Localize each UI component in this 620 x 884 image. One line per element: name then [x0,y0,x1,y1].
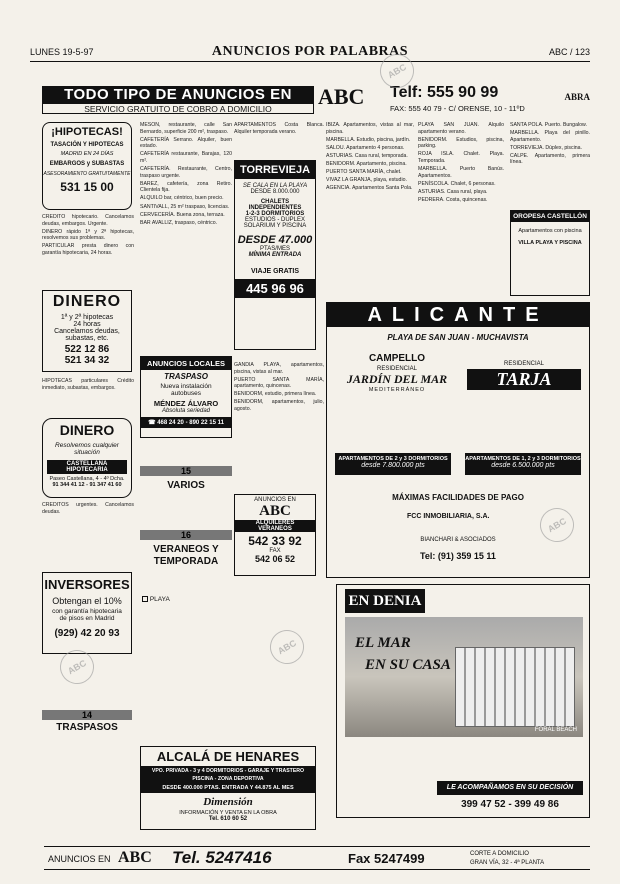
abc-logo: ABC [318,84,365,109]
stamp-text: ABC [546,515,568,535]
banner-abc-telf [318,84,590,114]
classified-item: CRÉDITOS urgentes. Cancelamos deudas. [42,502,134,515]
footer-line3: GRAN VÍA, 32 - 4ª PLANTA [470,860,545,866]
abra-logo: ABRA [564,92,590,102]
footer-logo: ABC [118,849,152,866]
classified-item: SALOU. Apartamento 4 personas. [326,144,405,151]
locales-line2: TRASPASO [164,372,208,381]
torrevieja-line2: DESDE 8.000.000 [250,189,300,195]
torrevieja-line7: PTAS/MES [260,246,290,252]
alcala-line2: PISCINA - ZONA DEPORTIVA [141,776,315,783]
abc-alquileres-ad [234,494,316,576]
banner-subtitle: SERVICIO GRATUITO DE COBRO A DOMICILIO [42,103,314,114]
section-varios: VARIOS [167,480,205,491]
section-number-14: 14 [42,710,132,720]
dinero2-brand: CASTELLANA HIPOTECARIA [47,460,127,474]
classified-item: PENÍSCOLA. Chalet, 6 personas. [418,180,496,187]
apt1-box [335,453,451,475]
col3-text-a [234,122,324,158]
stamp-text: ABC [276,637,298,657]
section-number-15: 15 [140,466,232,476]
col4-text [326,122,414,298]
torrevieja-line6: SOLARIUM Y PISCINA [243,223,307,229]
abc-stamp [264,624,310,670]
torrevieja-phone: 445 96 96 [235,279,315,298]
inversores-line3: de pisos en Madrid [59,615,115,622]
apt2-price: desde 6.500.000 pts [491,462,555,469]
res1-sub: MEDITERRÁNEO [368,387,426,393]
building-image [455,647,575,727]
classified-item: PUERTO SANTA MARÍA, chalet. [326,169,402,176]
playa-checkbox-label [142,596,170,603]
classified-item: CAFETERÍA. Restaurante, Centro, traspaso urgente. [140,166,232,179]
classified-item: ASTURIAS. Casa rural, temporada. [326,152,408,159]
dinero2-phone: 91 344 41 12 - 91 347 41 60 [52,482,122,488]
classified-item: BENIDORM, apartamentos, julio, agosto. [234,399,324,413]
apt2-label: APARTAMENTOS DE 1, 2 y 3 DORMITORIOS [465,456,581,462]
dinero2-title: DINERO [59,422,115,438]
denia-phone: 399 47 52 - 399 49 86 [461,799,559,810]
classified-item: SANTIVALL, 25 m² traspaso, licencias. [140,203,230,210]
page-number: ABC / 123 [548,47,590,57]
denia-line2: EN SU CASA [365,657,451,673]
locales-line4: autobuses [171,390,201,397]
denia-photo [345,617,583,737]
col1-text-a [42,214,134,284]
foral-beach: FORAL BEACH [534,727,577,733]
alicante-title: ALICANTE [327,303,589,327]
classified-item: BENIDORM, estudio, primera línea. [234,391,317,398]
torrevieja-line3: CHALETS INDEPENDIENTES [248,199,302,211]
section-title: ANUNCIOS POR PALABRAS [211,44,409,59]
castellon-title: OROPESA CASTELLÓN [511,211,589,222]
stamp-text: ABC [66,657,88,677]
apt2-box [465,453,581,475]
classified-item: MARBELLA. Puerto Banús. Apartamentos. [418,166,504,179]
alicante-phone: Tel: (91) 359 15 11 [420,551,496,561]
dinero-title: DINERO [52,293,122,310]
torrevieja-price: DESDE 47.000 [237,234,313,246]
dinero-phone2: 521 34 32 [64,355,110,366]
classified-item: PUERTO SANTA MARÍA, apartamento, quincenas. [234,376,324,390]
classified-item: MARBELLA. Estudio, piscina, jardín. [326,136,411,143]
alcala-line4: INFORMACIÓN Y VENTA EN LA OBRA [179,810,277,816]
alcala-ad [140,746,316,830]
footer-line2: CORTE A DOMICILIO [470,851,529,857]
alquileres-line2: ALQUILERES [235,520,315,526]
footer-tel: Tel. 5247416 [172,848,272,867]
classified-item: VIVAZ LA GRANJA, playa, estudio. [326,177,407,184]
dinero2-line1: Resolvemos cualquier [55,442,119,449]
stamp-text: ABC [386,61,408,81]
denia-ad [336,584,590,818]
anuncios-locales-ad [140,356,232,438]
section-number-16: 16 [140,530,232,540]
classified-item: PARTICULAR presta dinero con garantía hipotecaria, 24 horas. [42,243,134,256]
hipotecas-phone: 531 15 00 [60,180,114,194]
dinero-line2: 24 horas [73,321,101,328]
alicante-sub: PLAYA DE SAN JUAN - MUCHAVISTA [387,333,529,342]
page-header [30,46,590,62]
classified-item: AGENCIA. Apartamentos Santa Pola. [326,185,413,192]
col5-text [418,122,504,298]
dinero-line3: Cancelamos deudas, [54,328,120,335]
dinero2-line2: situación [74,449,100,456]
classified-item: GANDÍA PLAYA, apartamentos, piscina, vistas al mar. [234,362,324,375]
apt1-price: desde 7.800.000 pts [361,462,425,469]
alcala-phone: Tel. 610 60 52 [208,816,248,822]
col6-text [510,122,590,206]
banner-fax: FAX: 555 40 79 - C/ ORENSE, 10 - 11ºD [390,104,525,113]
castellon-line1: Apartamentos con piscina [518,228,582,234]
denia-title: EN DENIA [345,589,425,613]
castellon-ad [510,210,590,296]
alcala-line3: DESDE 400.000 PTAS. ENTRADA Y 44.875 AL MES [141,783,315,793]
locales-line3: Nueva instalación [160,383,212,390]
torrevieja-line5: ESTUDIOS - DÚPLEX [244,217,305,223]
alcala-brand: Dimensión [203,796,253,808]
col3-text-b [234,362,324,492]
alicante-facilidades: MÁXIMAS FACILIDADES DE PAGO [392,493,524,502]
locales-line6: Absoluta seriedad [161,408,211,414]
res2-label: RESIDENCIAL [503,361,544,367]
footer-line1: ANUNCIOS EN [48,854,111,864]
classified-item: BAR AVALLIZ, traspaso, céntrico. [140,219,218,226]
hipotecas-line4: ASESORAMIENTO GRATUITAMENTE [43,171,131,177]
dinero-ad [42,290,132,372]
inversores-ad [42,572,132,654]
classified-item: CAFETERÍA restaurante, Barajas, 120 m². [140,151,232,164]
castellon-line2: VILLA PLAYA Y PISCINA [518,240,582,246]
inversores-line1: Obtengan el 10% [52,596,122,606]
inversores-phone: (929) 42 20 93 [54,628,120,639]
section-veraneos: VERANEOS Y TEMPORADA [153,544,219,567]
alquileres-phone1: 542 33 92 [248,534,302,548]
alquileres-logo: ABC [259,503,291,519]
res1-label: RESIDENCIAL [376,366,417,372]
classified-item: BENIDORM. Estudios, piscina, parking. [418,136,504,150]
banner-title: TODO TIPO DE ANUNCIOS EN [42,86,314,103]
classified-item: CALPE. Apartamento, primera línea. [510,152,590,166]
alcala-title: ALCALÁ DE HENARES [156,749,300,764]
torrevieja-line4: 1-2-3 DORMITORIOS [245,211,305,217]
dinero-line1: 1ª y 2ª hipotecas [60,314,114,321]
classified-item: PEDRERA. Costa, quincenas. [418,196,488,203]
classified-item: APARTAMENTOS Costa Blanca. Alquiler temporada verano. [234,122,324,135]
hipotecas-title: ¡HIPOTECAS! [51,126,123,138]
torrevieja-line1: SE CALA EN LA PLAYA [242,183,308,189]
alicante-agent: BIANCHARI & ASOCIADOS [420,537,496,543]
classified-item: MARBELLA. Playa del pinillo. Apartamento. [510,130,590,143]
classified-item: BENIDORM. Apartamento, piscina. [326,160,407,167]
footer-bar [44,846,590,870]
classified-item: CRÉDITO hipotecario. Cancelamos deudas, embargos. Urgente. [42,214,134,227]
alcala-line1: VPO. PRIVADA - 3 y 4 DORMITORIOS - GARAJE Y TRASTERO [141,766,315,776]
inversores-line2: con garantía hipotecaria [52,608,122,615]
denia-line1: EL MAR [355,635,411,651]
col1-text-b [42,378,134,414]
res1-name: JARDÍN DEL MAR [346,372,448,386]
torrevieja-line8: MÍNIMA ENTRADA [248,252,302,258]
alquileres-line4: FAX [269,548,281,554]
hipotecas-line2: MADRID EN 24 DÍAS [60,151,114,157]
inversores-title: INVERSORES [44,577,130,592]
dinero2-ad [42,418,132,498]
torrevieja-ad [234,160,316,350]
locales-line5: MÉNDEZ ÁLVARO [153,399,219,408]
section-traspasos: TRASPASOS [56,722,118,733]
denia-line3: LE ACOMPAÑAMOS EN SU DECISIÓN [437,781,583,795]
hipotecas-line1: TASACIÓN Y HIPOTECAS [50,142,124,148]
classified-item: CERVECERÍA. Buena zona, terraza. [140,211,225,218]
fcc-inmobiliaria: FCC INMOBILIARIA, S.A. [407,513,490,520]
dinero-phone1: 522 12 86 [64,344,110,355]
checkbox-icon [142,596,148,602]
classified-item: BAREZ, cafetería, zona Retiro. Clientela fija. [140,180,232,194]
locales-phone: ☎ 468 24 20 - 890 22 15 11 [141,417,231,428]
torrevieja-title: TORREVIEJA [235,161,315,179]
dinero-line4: subastas, etc. [65,335,109,342]
alquileres-line3: VERANEOS [235,526,315,532]
apt1-label: APARTAMENTOS DE 2 y 3 DORMITORIOS [338,456,448,462]
classified-item: PLAYA SAN JUAN. Alquilo apartamento verano. [418,122,504,135]
classified-item: IBIZA. Apartamentos, vistas al mar, piscina. [326,122,414,135]
torrevieja-viaje: VIAJE GRATIS [250,268,300,275]
footer-fax: Fax 5247499 [348,851,425,866]
hipotecas-ad [42,122,132,210]
classified-item: CAFETERÍA Serrano. Alquiler, buen estado. [140,136,232,150]
header-date: LUNES 19-5-97 [30,47,94,57]
dinero2-addr: Paseo Castellana, 4 - 4º Dcha. [49,476,125,482]
classified-item: ASTURIAS. Casa rural, playa. [418,188,488,195]
banner-todo-tipo [42,86,314,114]
alquileres-line1: ANUNCIOS EN [254,497,296,503]
alquileres-phone2: 542 06 52 [254,554,296,564]
classified-item: DINERO rápido 1ª y 2ª hipotecas, resolvemos sus problemas. [42,228,134,242]
banner-tel: Telf: 555 90 99 [390,84,499,101]
campello-label: CAMPELLO [368,353,426,364]
classified-item: SANTA POLA. Puerto. Bungalow. [510,122,587,128]
classified-item: HIPOTECAS particulares Crédito inmediato, subastas, embargos. [42,378,134,391]
classified-item: MESÓN, restaurante, calle San Bernardo, superficie 200 m², traspaso. [140,122,232,135]
col1-text-c [42,502,134,566]
classified-item: ALQUILO bar, céntrico, buen precio. [140,195,224,202]
res2-name: TARJA [467,369,581,390]
hipotecas-line3: EMBARGOS y SUBASTAS [49,161,125,167]
playa-label: PLAYA [149,596,170,603]
classified-item: TORREVIEJA. Dúplex, piscina. [510,144,582,151]
locales-line1: ANUNCIOS LOCALES [141,357,231,370]
classified-item: ROJA ISLA. Chalet. Playa. Temporada. [418,151,504,164]
col2-text [140,122,232,350]
